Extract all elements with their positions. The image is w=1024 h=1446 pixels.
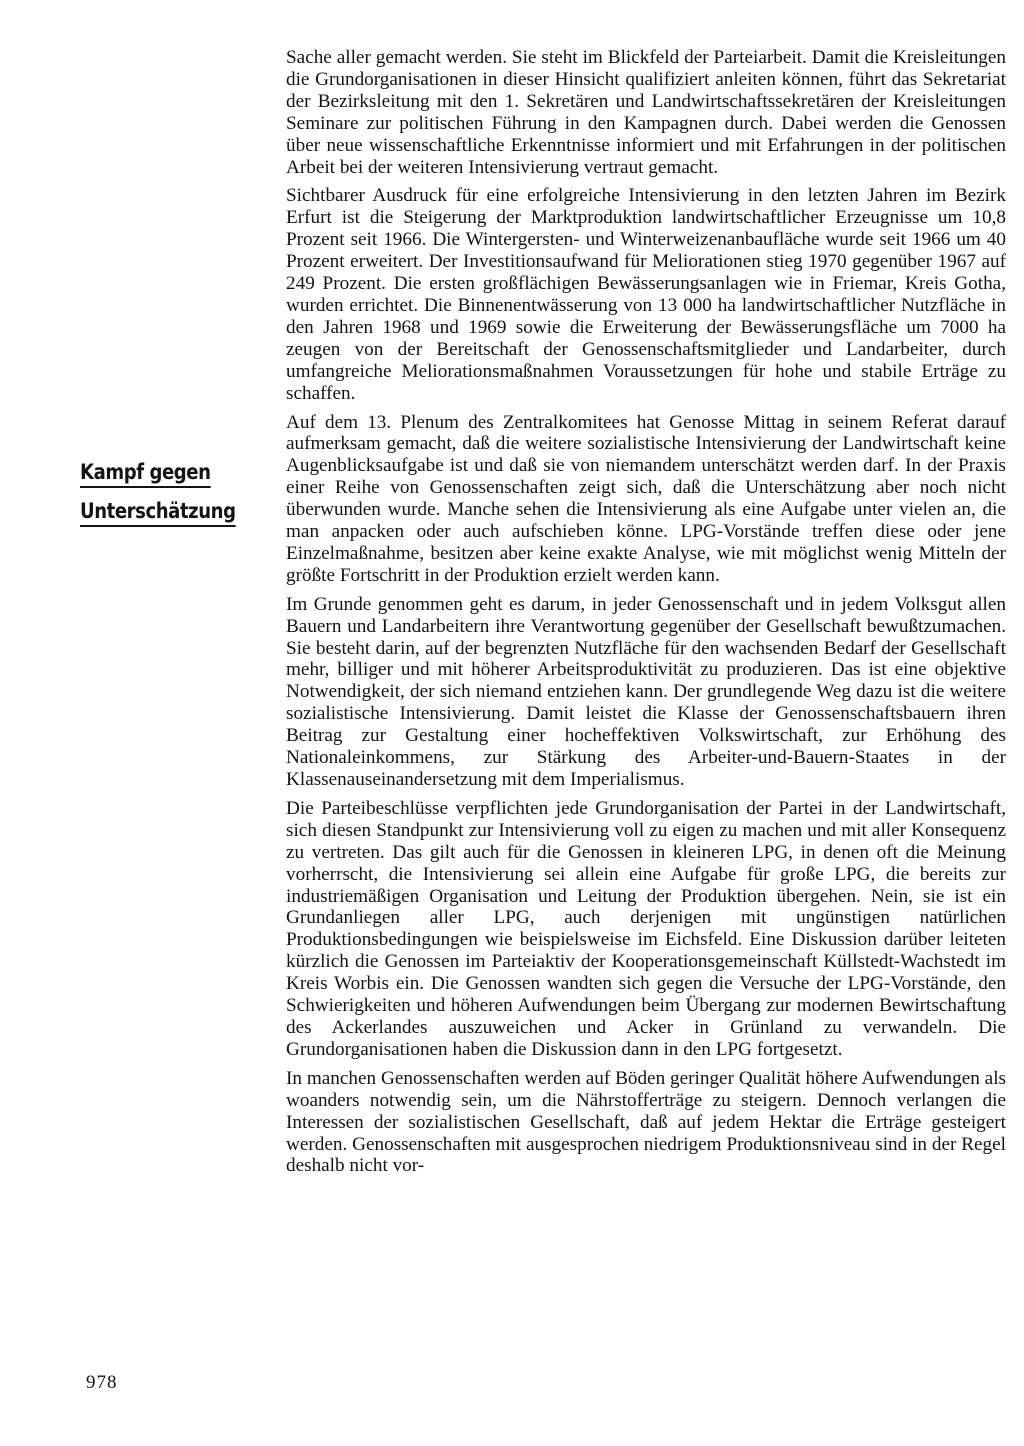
paragraph-6: In manchen Genossenschaften werden auf Böden geringer Qualität höhere Aufwendungen als woanders notwendig sein, um die Nährstofferträge zu steigern. Dennoch verlangen die Interessen der sozialistischen Gesellschaft, daß auf jedem Hektar die Erträge gesteigert werden. Genossenschaften mit ausgesprochen niedrigem Produktionsniveau sind in der Regel deshalb nicht vor- xyxy=(286,1067,1006,1177)
paragraph-4: Im Grunde genommen geht es darum, in jeder Genossenschaft und in jedem Volksgut allen Bauern und Landarbeitern ihre Verantwortung gegenüber der Gesellschaft bewußtzumachen. Sie besteht darin, auf der begrenzten Nutzfläche für den wachsenden Bedarf der Gesellschaft mehr, billiger und mit höherer Arbeitsproduktivität zu produzieren. Das ist eine objektive Notwendigkeit, der sich niemand entziehen kann. Der grundlegende Weg dazu ist die weitere sozialistische Intensivierung. Damit leistet die Klasse der Genossenschaftsbauern ihren Beitrag zur Gestaltung einer hocheffektiven Volkswirtschaft, zur Erhöhung des Nationaleinkommens, zur Stärkung des Arbeiter-und-Bauern-Staates in der Klassenauseinandersetzung mit dem Imperialismus. xyxy=(286,593,1006,790)
margin-heading xyxy=(80,460,235,538)
margin-heading-line-2: Unterschätzung xyxy=(80,499,236,527)
paragraph-3: Auf dem 13. Plenum des Zentralkomitees hat Genosse Mittag in seinem Referat darauf aufmerksam gemacht, daß die weitere sozialistische Intensivierung der Landwirtschaft keine Augenblicksaufgabe ist und daß sie von niemandem unterschätzt werden darf. In der Praxis einer Reihe von Genossenschaften zeigt sich, daß die Unterschätzung aber noch nicht überwunden wurde. Manche sehen die Intensivierung als eine Aufgabe unter vielen an, die man anpacken oder auch aufschieben könne. LPG-Vorstände treffen diese oder jene Einzelmaßnahme, besitzen aber keine exakte Analyse, wie mit möglichst wenig Mitteln der größte Fortschritt in der Produktion erzielt werden kann. xyxy=(286,411,1006,586)
paragraph-5: Die Parteibeschlüsse verpflichten jede Grundorganisation der Partei in der Landwirtschaft, sich diesen Standpunkt zur Intensivierung voll zu eigen zu machen und mit aller Konsequenz zu vertreten. Das gilt auch für die Genossen in kleineren LPG, in denen oft die Meinung vorherrscht, die Intensivierung sei allein eine Aufgabe für große LPG, die bereits zur industriemäßigen Organisation und Leitung der Produktion übergehen. Nein, sie ist ein Grundanliegen aller LPG, auch derjenigen mit ungünstigen natürlichen Produktionsbedingungen wie beispielsweise im Eichsfeld. Eine Diskussion darüber leiteten kürzlich die Genossen im Parteiaktiv der Kooperationsgemeinschaft Küllstedt-Wachstedt im Kreis Worbis ein. Die Genossen wandten sich gegen die Versuche der LPG-Vorstände, den Schwierigkeiten und höheren Aufwendungen beim Übergang zur modernen Bewirtschaftung des Ackerlandes auszuweichen und Acker in Grünland zu verwandeln. Die Grundorganisationen haben die Diskussion dann in den LPG fortgesetzt. xyxy=(286,797,1006,1060)
margin-heading-line-1: Kampf gegen xyxy=(80,460,211,488)
paragraph-2: Sichtbarer Ausdruck für eine erfolgreiche Intensivierung in den letzten Jahren im Bezirk Erfurt ist die Steigerung der Marktproduktion landwirtschaftlicher Erzeugnisse um 10,8 Prozent seit 1966. Die Wintergersten- und Winterweizenanbaufläche wurde seit 1966 um 40 Prozent erweitert. Der Investitionsaufwand für Meliorationen stieg 1970 gegenüber 1967 auf 249 Prozent. Die ersten großflächigen Bewässerungsanlagen wie in Friemar, Kreis Gotha, wurden errichtet. Die Binnenentwässerung von 13 000 ha landwirtschaftlicher Nutzfläche in den Jahren 1968 und 1969 sowie die Erweiterung der Bewässerungsfläche um 7000 ha zeugen von der Bereitschaft der Genossenschaftsmitglieder und Landarbeiter, durch umfangreiche Meliorationsmaßnahmen Voraussetzungen für hohe und stabile Erträge zu schaffen. xyxy=(286,185,1006,404)
page-number: 978 xyxy=(86,1372,118,1393)
paragraph-1: Sache aller gemacht werden. Sie steht im Blickfeld der Parteiarbeit. Damit die Kreisleitungen die Grundorganisationen in dieser Hinsicht qualifiziert anleiten können, führt das Sekretariat der Bezirksleitung mit den 1. Sekretären und Landwirtschaftssekretären der Kreisleitungen Seminare zur politischen Führung in den Kampagnen durch. Dabei werden die Genossen über neue wissenschaftliche Erkenntnisse informiert und mit Erfahrungen in der politischen Arbeit bei der weiteren Intensivierung vertraut gemacht. xyxy=(286,47,1006,178)
body-text xyxy=(286,47,1006,1184)
